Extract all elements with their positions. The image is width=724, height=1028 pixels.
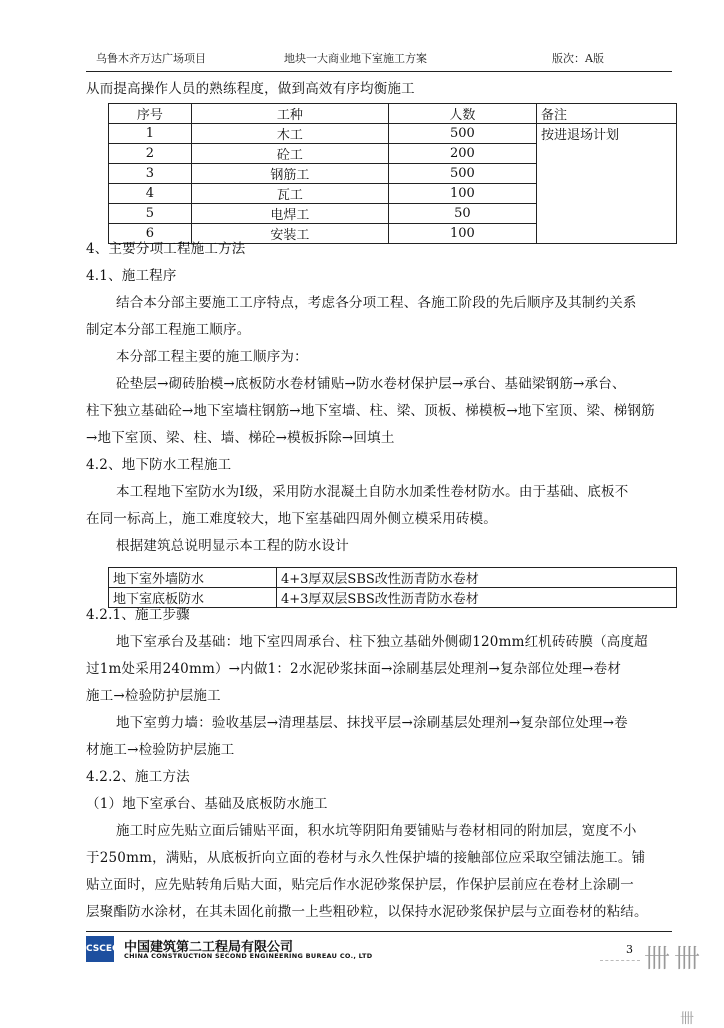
col-header-no: 序号	[109, 104, 192, 124]
cell-count: 100	[388, 224, 536, 244]
cell-type: 木工	[191, 124, 388, 144]
cell-spec: 4+3厚双层SBS改性沥青防水卷材	[277, 568, 677, 588]
labor-table-header	[109, 104, 677, 124]
paragraph-line: 贴立面时，应先贴转角后贴大面，贴完后作水泥砂浆保护层，作保护层前应在卷材上涂刷一	[86, 877, 634, 893]
table-row	[109, 568, 677, 588]
cell-type: 安装工	[191, 224, 388, 244]
cell-type: 砼工	[191, 144, 388, 164]
paragraph-line: 制定本分部工程施工顺序。	[86, 322, 251, 338]
cell-note: 按进退场计划	[536, 124, 676, 244]
paragraph-line: 砼垫层→砌砖胎模→底板防水卷材铺贴→防水卷材保护层→承台、基础梁钢筋→承台、	[116, 376, 626, 392]
company-name-en: CHINA CONSTRUCTION SECOND ENGINEERING BUREAU CO., LTD	[124, 952, 373, 960]
paragraph-line: 本分部工程主要的施工顺序为：	[116, 349, 308, 365]
cell-no: 6	[109, 224, 192, 244]
paragraph-line: 施工时应先贴立面后铺贴平面，积水坑等阴阳角要铺贴与卷材相同的附加层，宽度不小	[116, 823, 637, 839]
col-header-count: 人数	[388, 104, 536, 124]
decorative-pattern-icon: 卌	[680, 1011, 694, 1027]
cell-type: 电焊工	[191, 204, 388, 224]
paragraph-line: 施工→检验防护层施工	[86, 688, 221, 704]
section-heading: 4.2、地下防水工程施工	[86, 457, 232, 473]
header-version: 版次：A版	[552, 52, 604, 65]
labor-table	[108, 103, 677, 244]
intro-line: 从而提高操作人员的熟练程度，做到高效有序均衡施工	[86, 81, 415, 97]
cell-part: 地下室外墙防水	[109, 568, 277, 588]
decorative-pattern-icon: 卌卌	[644, 944, 705, 974]
footer-divider	[86, 931, 672, 932]
waterproof-table	[108, 567, 677, 608]
paragraph-line: 结合本分部主要施工工序特点，考虑各分项工程、各施工阶段的先后顺序及其制约关系	[116, 295, 637, 311]
paragraph-line: 层聚酯防水涂材，在其未固化前撒一上些粗砂粒，以保持水泥砂浆保护层与立面卷材的粘结。	[86, 904, 648, 920]
page-header	[86, 46, 672, 68]
paragraph-line: 柱下独立基础砼→地下室墙柱钢筋→地下室墙、柱、梁、顶板、梯模板→地下室顶、梁、梯钢筋	[86, 403, 655, 419]
header-divider	[86, 71, 672, 72]
cell-type: 瓦工	[191, 184, 388, 204]
paragraph-line: 地下室剪力墙：验收基层→清理基层、抹找平层→涂刷基层处理剂→复杂部位处理→卷	[116, 715, 628, 731]
cell-count: 50	[388, 204, 536, 224]
cell-type: 钢筋工	[191, 164, 388, 184]
cell-no: 5	[109, 204, 192, 224]
col-header-note: 备注	[536, 104, 676, 124]
header-doc-title: 地块一大商业地下室施工方案	[284, 52, 427, 65]
company-logo: CSCEC	[86, 936, 114, 962]
cell-no: 4	[109, 184, 192, 204]
table-row	[109, 124, 677, 144]
cell-count: 100	[388, 184, 536, 204]
cell-spec: 4+3厚双层SBS改性沥青防水卷材	[277, 588, 677, 608]
footer-dash	[600, 960, 640, 961]
paragraph-line: 在同一标高上，施工难度较大，地下室基础四周外侧立模采用砖模。	[86, 511, 497, 527]
section-heading: 4.1、施工程序	[86, 268, 177, 284]
table-row	[109, 588, 677, 608]
paragraph-line: →地下室顶、梁、柱、墙、梯砼→模板拆除→回填土	[86, 430, 395, 446]
cell-no: 3	[109, 164, 192, 184]
section-heading: 4、主要分项工程施工方法	[86, 241, 246, 257]
col-header-type: 工种	[191, 104, 388, 124]
paragraph-line: 于250mm，满贴，从底板折向立面的卷材与永久性保护墙的接触部位应采取空铺法施工。铺	[86, 850, 646, 866]
cell-count: 500	[388, 124, 536, 144]
section-heading: 4.2.1、施工步骤	[86, 607, 190, 623]
paragraph-line: 根据建筑总说明显示本工程的防水设计	[116, 538, 349, 554]
cell-no: 2	[109, 144, 192, 164]
paragraph-line: 材施工→检验防护层施工	[86, 742, 235, 758]
paragraph-line: 地下室承台及基础：地下室四周承台、柱下独立基础外侧砌120mm红机砖砖膜（高度超	[116, 634, 648, 650]
paragraph-line: 过1m处采用240mm）→内做1：2水泥砂浆抹面→涂刷基层处理剂→复杂部位处理→卷材	[86, 661, 622, 677]
section-heading: 4.2.2、施工方法	[86, 769, 190, 785]
company-name-cn: 中国建筑第二工程局有限公司	[124, 940, 294, 955]
cell-no: 1	[109, 124, 192, 144]
cell-part: 地下室底板防水	[109, 588, 277, 608]
header-project: 乌鲁木齐万达广场项目	[96, 52, 206, 65]
paragraph-line: 本工程地下室防水为Ⅰ级，采用防水混凝土自防水加柔性卷材防水。由于基础、底板不	[116, 484, 629, 500]
subsection-heading: （1）地下室承台、基础及底板防水施工	[86, 796, 328, 812]
cell-count: 500	[388, 164, 536, 184]
cell-count: 200	[388, 144, 536, 164]
page-number: 3	[626, 943, 633, 956]
